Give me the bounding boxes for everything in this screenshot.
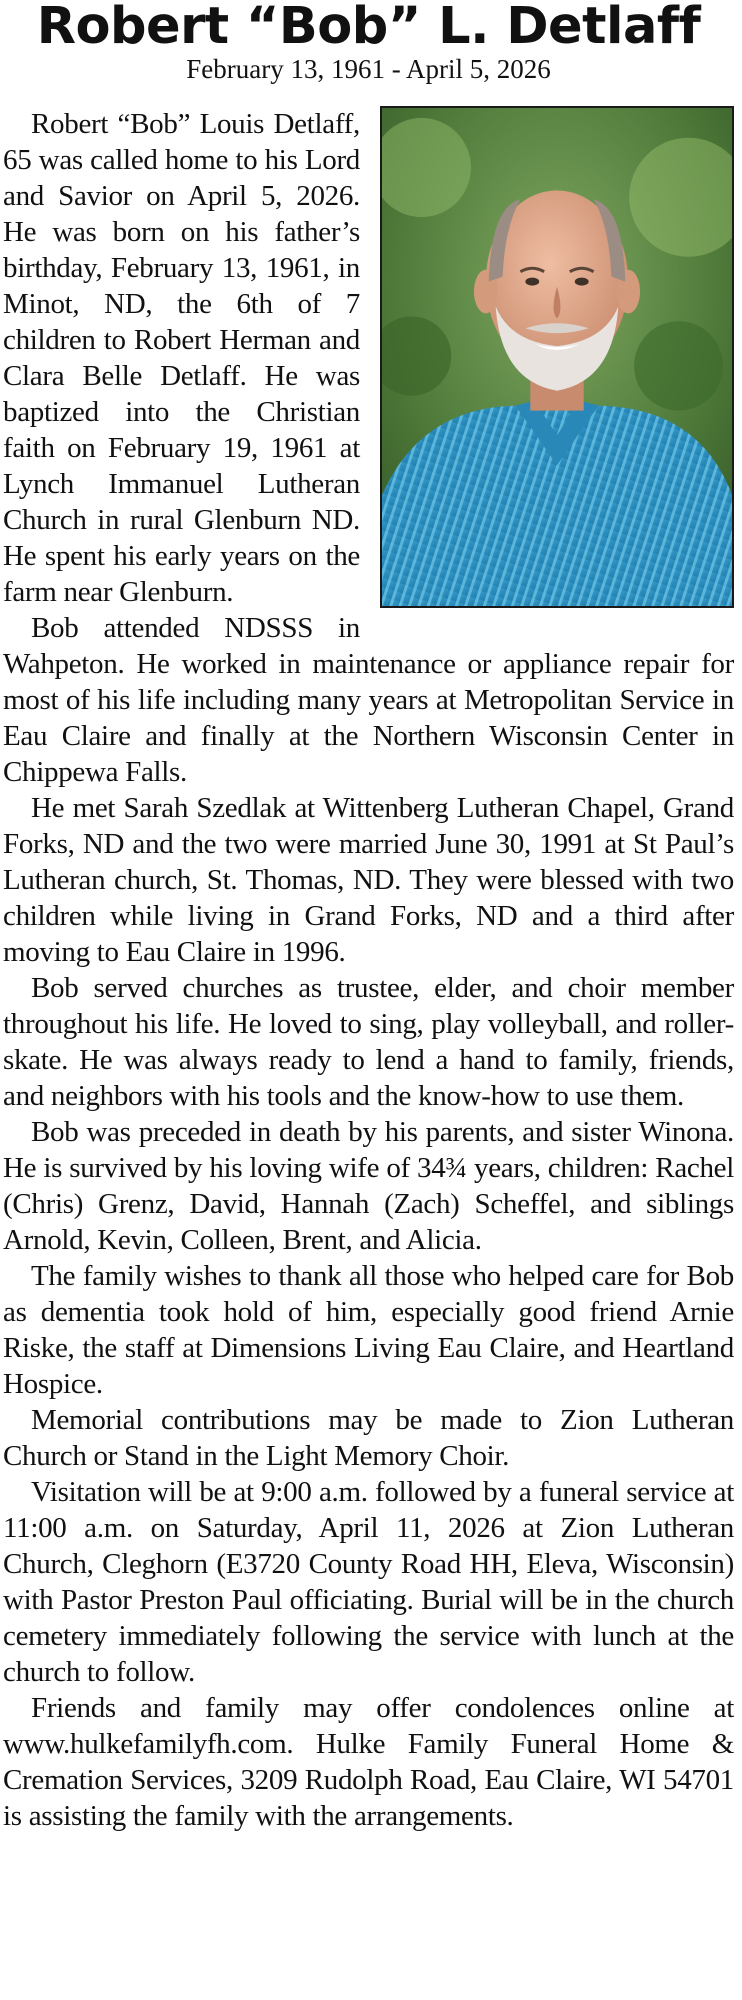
obituary-paragraph: Bob attended NDSSS in Wahpeton. He worked in maintenance or appliance repair for most of his life including many years at Metropolitan Service in Eau Claire and finally at the Northern Wisconsin Center in Chippewa Falls.: [3, 612, 734, 788]
obituary-paragraph: Friends and family may offer condolences online at www.hulkefamilyfh.com. Hulke Family Funeral Home & Cremation Services, 3209 Rudolph Road, Eau Claire, WI 54701 is assisting the family with the arrangements.: [3, 1692, 734, 1832]
obituary-paragraph: He met Sarah Szedlak at Wittenberg Lutheran Chapel, Grand Forks, ND and the two were married June 30, 1991 at St Paul’s Lutheran church, St. Thomas, ND. They were blessed with two children while living in Grand Forks, ND and a third after moving to Eau Claire in 1996.: [3, 792, 734, 968]
life-dates: February 13, 1961 - April 5, 2026: [186, 54, 551, 84]
obituary-paragraph: Bob was preceded in death by his parents, and sister Winona. He is survived by his loving wife of 34¾ years, children: Rachel (Chris) Grenz, David, Hannah (Zach) Scheffel, and siblings Arnold, Kevin, Colleen, Brent, and Alicia.: [3, 1116, 734, 1256]
obituary-paragraph: The family wishes to thank all those who helped care for Bob as dementia took hold of him, especially good friend Arnie Riske, the staff at Dimensions Living Eau Claire, and Heartland Hospice.: [3, 1260, 734, 1400]
obituary-paragraph: Visitation will be at 9:00 a.m. followed by a funeral service at 11:00 a.m. on Saturday, April 11, 2026 at Zion Lutheran Church, Cleghorn (E3720 County Road HH, Eleva, Wisconsin) with Pastor Preston Paul officiating. Burial will be in the church cemetery immediately following the service with lunch at the church to follow.: [3, 1476, 734, 1688]
obituary-name: Robert “Bob” L. Detlaff: [36, 0, 701, 56]
obituary-body: [3, 106, 734, 1834]
obituary-paragraph: Robert “Bob” Louis Detlaff, 65 was called home to his Lord and Savior on April 5, 2026. He was born on his father’s birthday, February 13, 1961, in Minot, ND, the 6th of 7 children to Robert Herman and Clara Belle Detlaff. He was baptized into the Christian faith on February 19, 1961 at Lynch Immanuel Lutheran Church in rural Glenburn ND. He spent his early years on the farm near Glenburn.: [3, 108, 360, 608]
obituary-paragraph: Memorial contributions may be made to Zion Lutheran Church or Stand in the Light Memory Choir.: [3, 1404, 734, 1472]
obituary-paragraph: Bob served churches as trustee, elder, and choir member throughout his life. He loved to sing, play volleyball, and roller-skate. He was always ready to lend a hand to family, friends, and neighbors with his tools and the know-how to use them.: [3, 972, 734, 1112]
portrait-photo-icon: [380, 106, 734, 608]
